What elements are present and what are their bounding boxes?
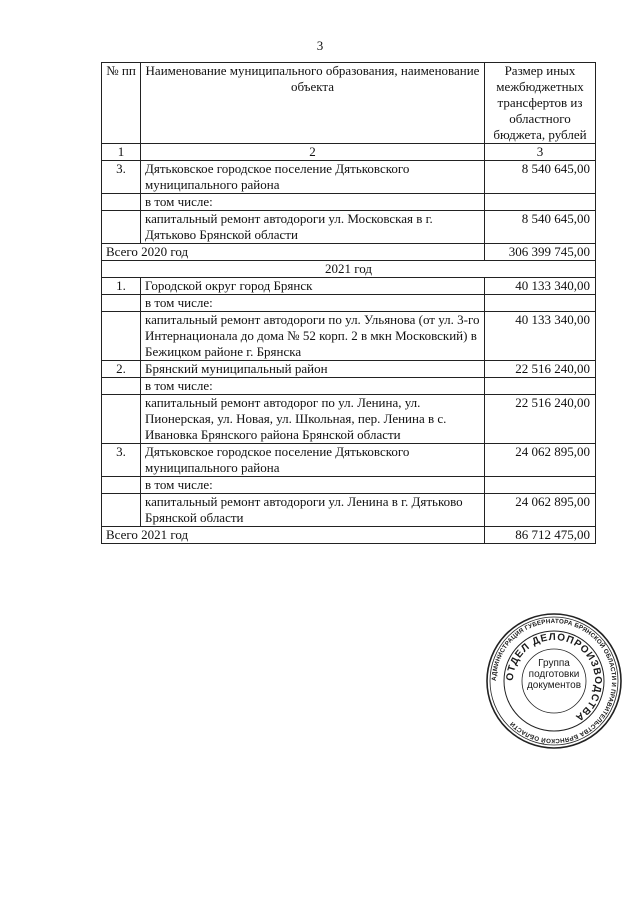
row-number: [102, 395, 141, 444]
seal-center-line: подготовки: [528, 669, 580, 680]
row-name: капитальный ремонт автодороги ул. Московская в г. Дятьково Брянской области: [141, 211, 485, 244]
index-cell: 2: [141, 144, 485, 161]
table-row: [102, 278, 596, 295]
table-row: [102, 361, 596, 378]
table-index-row: [102, 144, 596, 161]
row-amount: 22 516 240,00: [485, 361, 596, 378]
row-amount: [485, 477, 596, 494]
row-number: [102, 378, 141, 395]
year-heading-row: [102, 261, 596, 278]
table-row: [102, 395, 596, 444]
seal-center-line: документов: [526, 680, 582, 691]
total-label: Всего 2020 год: [102, 244, 485, 261]
header-amount: Размер иных межбюджетных трансфертов из областного бюджета, рублей: [485, 63, 596, 144]
row-name: Брянский муниципальный район: [141, 361, 485, 378]
table-row: [102, 194, 596, 211]
row-name: капитальный ремонт автодороги по ул. Ульянова (от ул. 3-го Интернационала до дома № 52 корп. 2 в мкн Московский) в Бежицком районе г. Брянска: [141, 312, 485, 361]
office-seal-stamp: [485, 612, 623, 750]
total-amount: 306 399 745,00: [485, 244, 596, 261]
row-number: [102, 295, 141, 312]
page-number: 3: [316, 38, 324, 53]
row-number: [102, 312, 141, 361]
row-number: [102, 211, 141, 244]
transfers-table: [101, 62, 596, 544]
row-name: в том числе:: [141, 194, 485, 211]
row-amount: 24 062 895,00: [485, 444, 596, 477]
table-row: [102, 211, 596, 244]
header-name: Наименование муниципального образования, наименование объекта: [141, 63, 485, 144]
row-number: 3.: [102, 161, 141, 194]
row-amount: [485, 194, 596, 211]
row-number: [102, 194, 141, 211]
total-row: [102, 244, 596, 261]
row-amount: 40 133 340,00: [485, 278, 596, 295]
row-name: в том числе:: [141, 295, 485, 312]
row-number: 3.: [102, 444, 141, 477]
table-row: [102, 444, 596, 477]
table-header-row: [102, 63, 596, 144]
index-cell: 1: [102, 144, 141, 161]
table-row: [102, 161, 596, 194]
row-name: Городской округ город Брянск: [141, 278, 485, 295]
table-row: [102, 477, 596, 494]
seal-outer-ring-text: АДМИНИСТРАЦИЯ ГУБЕРНАТОРА БРЯНСКОЙ ОБЛАСТИ И ПРАВИТЕЛЬСТВА БРЯНСКОЙ ОБЛАСТИ: [490, 617, 618, 745]
row-name: в том числе:: [141, 378, 485, 395]
row-number: 2.: [102, 361, 141, 378]
total-row: [102, 527, 596, 544]
row-number: [102, 494, 141, 527]
row-name: Дятьковское городское поселение Дятьковского муниципального района: [141, 444, 485, 477]
seal-center-line: Группа: [538, 658, 570, 669]
row-amount: 8 540 645,00: [485, 161, 596, 194]
row-amount: 24 062 895,00: [485, 494, 596, 527]
row-amount: [485, 378, 596, 395]
table-row: [102, 494, 596, 527]
index-cell: 3: [485, 144, 596, 161]
row-name: капитальный ремонт автодороги ул. Ленина в г. Дятьково Брянской области: [141, 494, 485, 527]
table-row: [102, 295, 596, 312]
row-number: [102, 477, 141, 494]
table-row: [102, 378, 596, 395]
year-heading: 2021 год: [102, 261, 596, 278]
row-amount: 40 133 340,00: [485, 312, 596, 361]
header-number: № пп: [102, 63, 141, 144]
table-row: [102, 312, 596, 361]
total-label: Всего 2021 год: [102, 527, 485, 544]
row-name: капитальный ремонт автодорог по ул. Ленина, ул. Пионерская, ул. Новая, ул. Школьная, пер. Ленина в с. Ивановка Брянского района Брянской области: [141, 395, 485, 444]
row-amount: 8 540 645,00: [485, 211, 596, 244]
row-amount: [485, 295, 596, 312]
seal-inner-ring-text: ОТДЕЛ ДЕЛОПРОИЗВОДСТВА: [504, 631, 604, 724]
seal-center-text: [485, 658, 623, 691]
row-amount: 22 516 240,00: [485, 395, 596, 444]
row-number: 1.: [102, 278, 141, 295]
total-amount: 86 712 475,00: [485, 527, 596, 544]
row-name: Дятьковское городское поселение Дятьковского муниципального района: [141, 161, 485, 194]
row-name: в том числе:: [141, 477, 485, 494]
